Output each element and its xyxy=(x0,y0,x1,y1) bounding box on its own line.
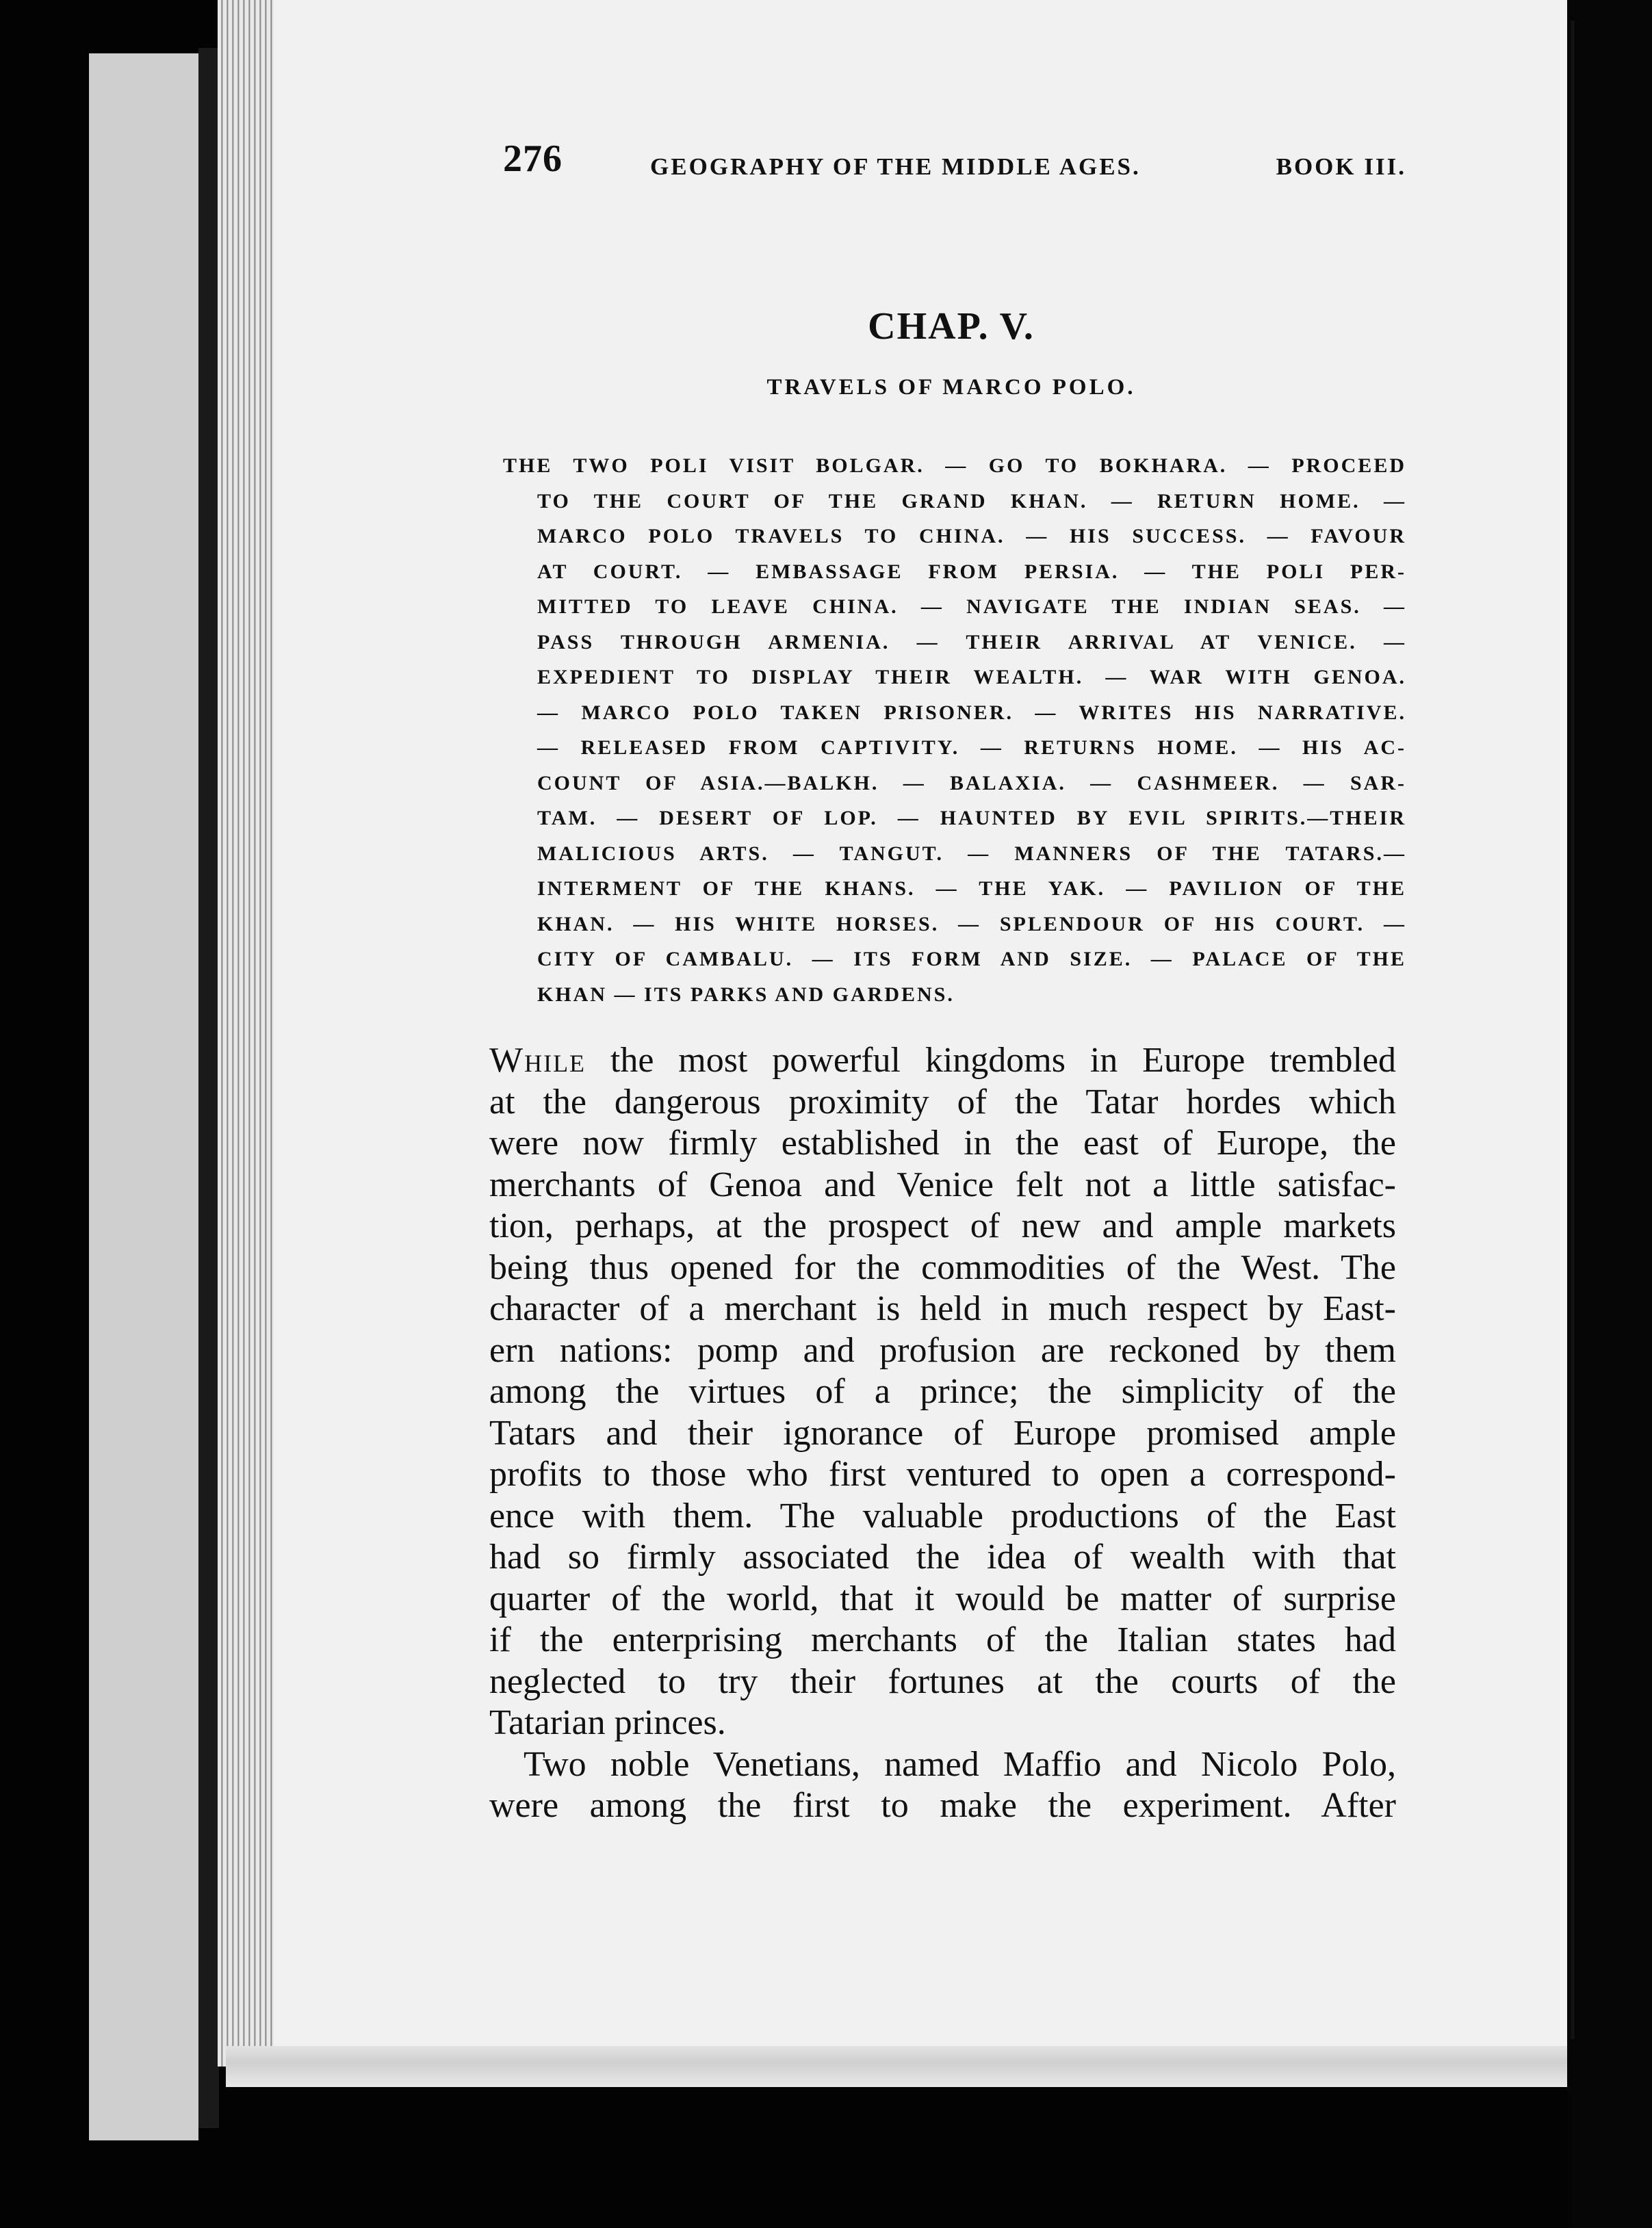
body-line: Two noble Venetians, named Maffio and Nicolo Polo, xyxy=(524,1744,1396,1784)
body-line: were among the first to make the experiment. After xyxy=(489,1786,1396,1825)
chapter-summary xyxy=(503,448,1406,1012)
summary-line: PASS THROUGH ARMENIA. — THEIR ARRIVAL AT VENICE. — xyxy=(537,630,1406,653)
page-number: 276 xyxy=(503,138,563,180)
summary-line: CITY OF CAMBALU. — ITS FORM AND SIZE. — PALACE OF THE xyxy=(537,948,1406,970)
body-line: neglected to try their fortunes at the courts of the xyxy=(489,1661,1396,1701)
summary-line: KHAN — ITS PARKS AND GARDENS. xyxy=(537,983,955,1006)
first-line-text: the most powerful kingdoms in Europe trembled xyxy=(586,1041,1396,1080)
body-line: ence with them. The valuable productions of the East xyxy=(489,1496,1396,1536)
right-margin-dark xyxy=(1567,0,1652,2228)
body-line: had so firmly associated the idea of wealth with that xyxy=(489,1538,1396,1577)
paragraph-first-line xyxy=(489,1040,1396,1082)
chapter-title: CHAP. V. xyxy=(868,305,1035,348)
body-line: if the enterprising merchants of the Italian states had xyxy=(489,1620,1396,1659)
running-title: GEOGRAPHY OF THE MIDDLE AGES. xyxy=(650,153,1141,180)
body-line: Tatarian princes. xyxy=(489,1703,726,1742)
previous-page-edge xyxy=(89,53,198,2140)
summary-line: AT COURT. — EMBASSAGE FROM PERSIA. — THE POLI PER- xyxy=(537,560,1406,583)
summary-line: INTERMENT OF THE KHANS. — THE YAK. — PAVILION OF THE xyxy=(537,877,1406,900)
summary-line: KHAN. — HIS WHITE HORSES. — SPLENDOUR OF HIS COURT. — xyxy=(537,912,1406,935)
book-label: BOOK III. xyxy=(1276,153,1406,180)
body-line: Tatars and their ignorance of Europe promised ample xyxy=(489,1413,1396,1453)
summary-line: MITTED TO LEAVE CHINA. — NAVIGATE THE INDIAN SEAS. — xyxy=(537,595,1406,618)
summary-line: MALICIOUS ARTS. — TANGUT. — MANNERS OF THE TATARS.— xyxy=(537,842,1406,865)
summary-line: — MARCO POLO TAKEN PRISONER. — WRITES HIS NARRATIVE. xyxy=(537,701,1406,724)
body-line: at the dangerous proximity of the Tatar hordes which xyxy=(489,1082,1396,1122)
body-line: ern nations: pomp and profusion are reckoned by them xyxy=(489,1330,1396,1370)
right-page-border xyxy=(1571,21,1575,2039)
summary-line: COUNT OF ASIA.—BALKH. — BALAXIA. — CASHMEER. — SAR- xyxy=(537,771,1406,794)
body-line: character of a merchant is held in much respect by East- xyxy=(489,1289,1396,1328)
gutter-shadow xyxy=(198,48,219,2128)
body-line: among the virtues of a prince; the simplicity of the xyxy=(489,1372,1396,1411)
summary-line: EXPEDIENT TO DISPLAY THEIR WEALTH. — WAR WITH GENOA. xyxy=(537,666,1406,688)
summary-line: TO THE COURT OF THE GRAND KHAN. — RETURN HOME. — xyxy=(537,489,1406,513)
page-bottom-edge xyxy=(226,2046,1574,2087)
body-line: merchants of Genoa and Venice felt not a little satisfac- xyxy=(489,1165,1396,1204)
body-line: were now firmly established in the east of Europe, the xyxy=(489,1124,1396,1163)
summary-line: MARCO POLO TRAVELS TO CHINA. — HIS SUCCESS. — FAVOUR xyxy=(537,525,1406,547)
body-line: profits to those who first ventured to open a correspond- xyxy=(489,1455,1396,1494)
summary-line: TAM. — DESERT OF LOP. — HAUNTED BY EVIL SPIRITS.—THEIR xyxy=(537,807,1406,829)
page-stack-edges xyxy=(218,0,279,2067)
drop-word: While xyxy=(489,1041,586,1080)
summary-line: THE TWO POLI VISIT BOLGAR. — GO TO BOKHARA. — PROCEED xyxy=(503,454,1406,477)
body-line: being thus opened for the commodities of the West. The xyxy=(489,1247,1396,1287)
body-line: tion, perhaps, at the prospect of new and ample markets xyxy=(489,1206,1396,1245)
summary-line: — RELEASED FROM CAPTIVITY. — RETURNS HOME. — HIS AC- xyxy=(537,736,1406,759)
chapter-subtitle: TRAVELS OF MARCO POLO. xyxy=(766,375,1136,400)
body-line: quarter of the world, that it would be matter of surprise xyxy=(489,1579,1396,1618)
body-text xyxy=(489,1040,1396,1827)
running-head xyxy=(503,137,1406,192)
